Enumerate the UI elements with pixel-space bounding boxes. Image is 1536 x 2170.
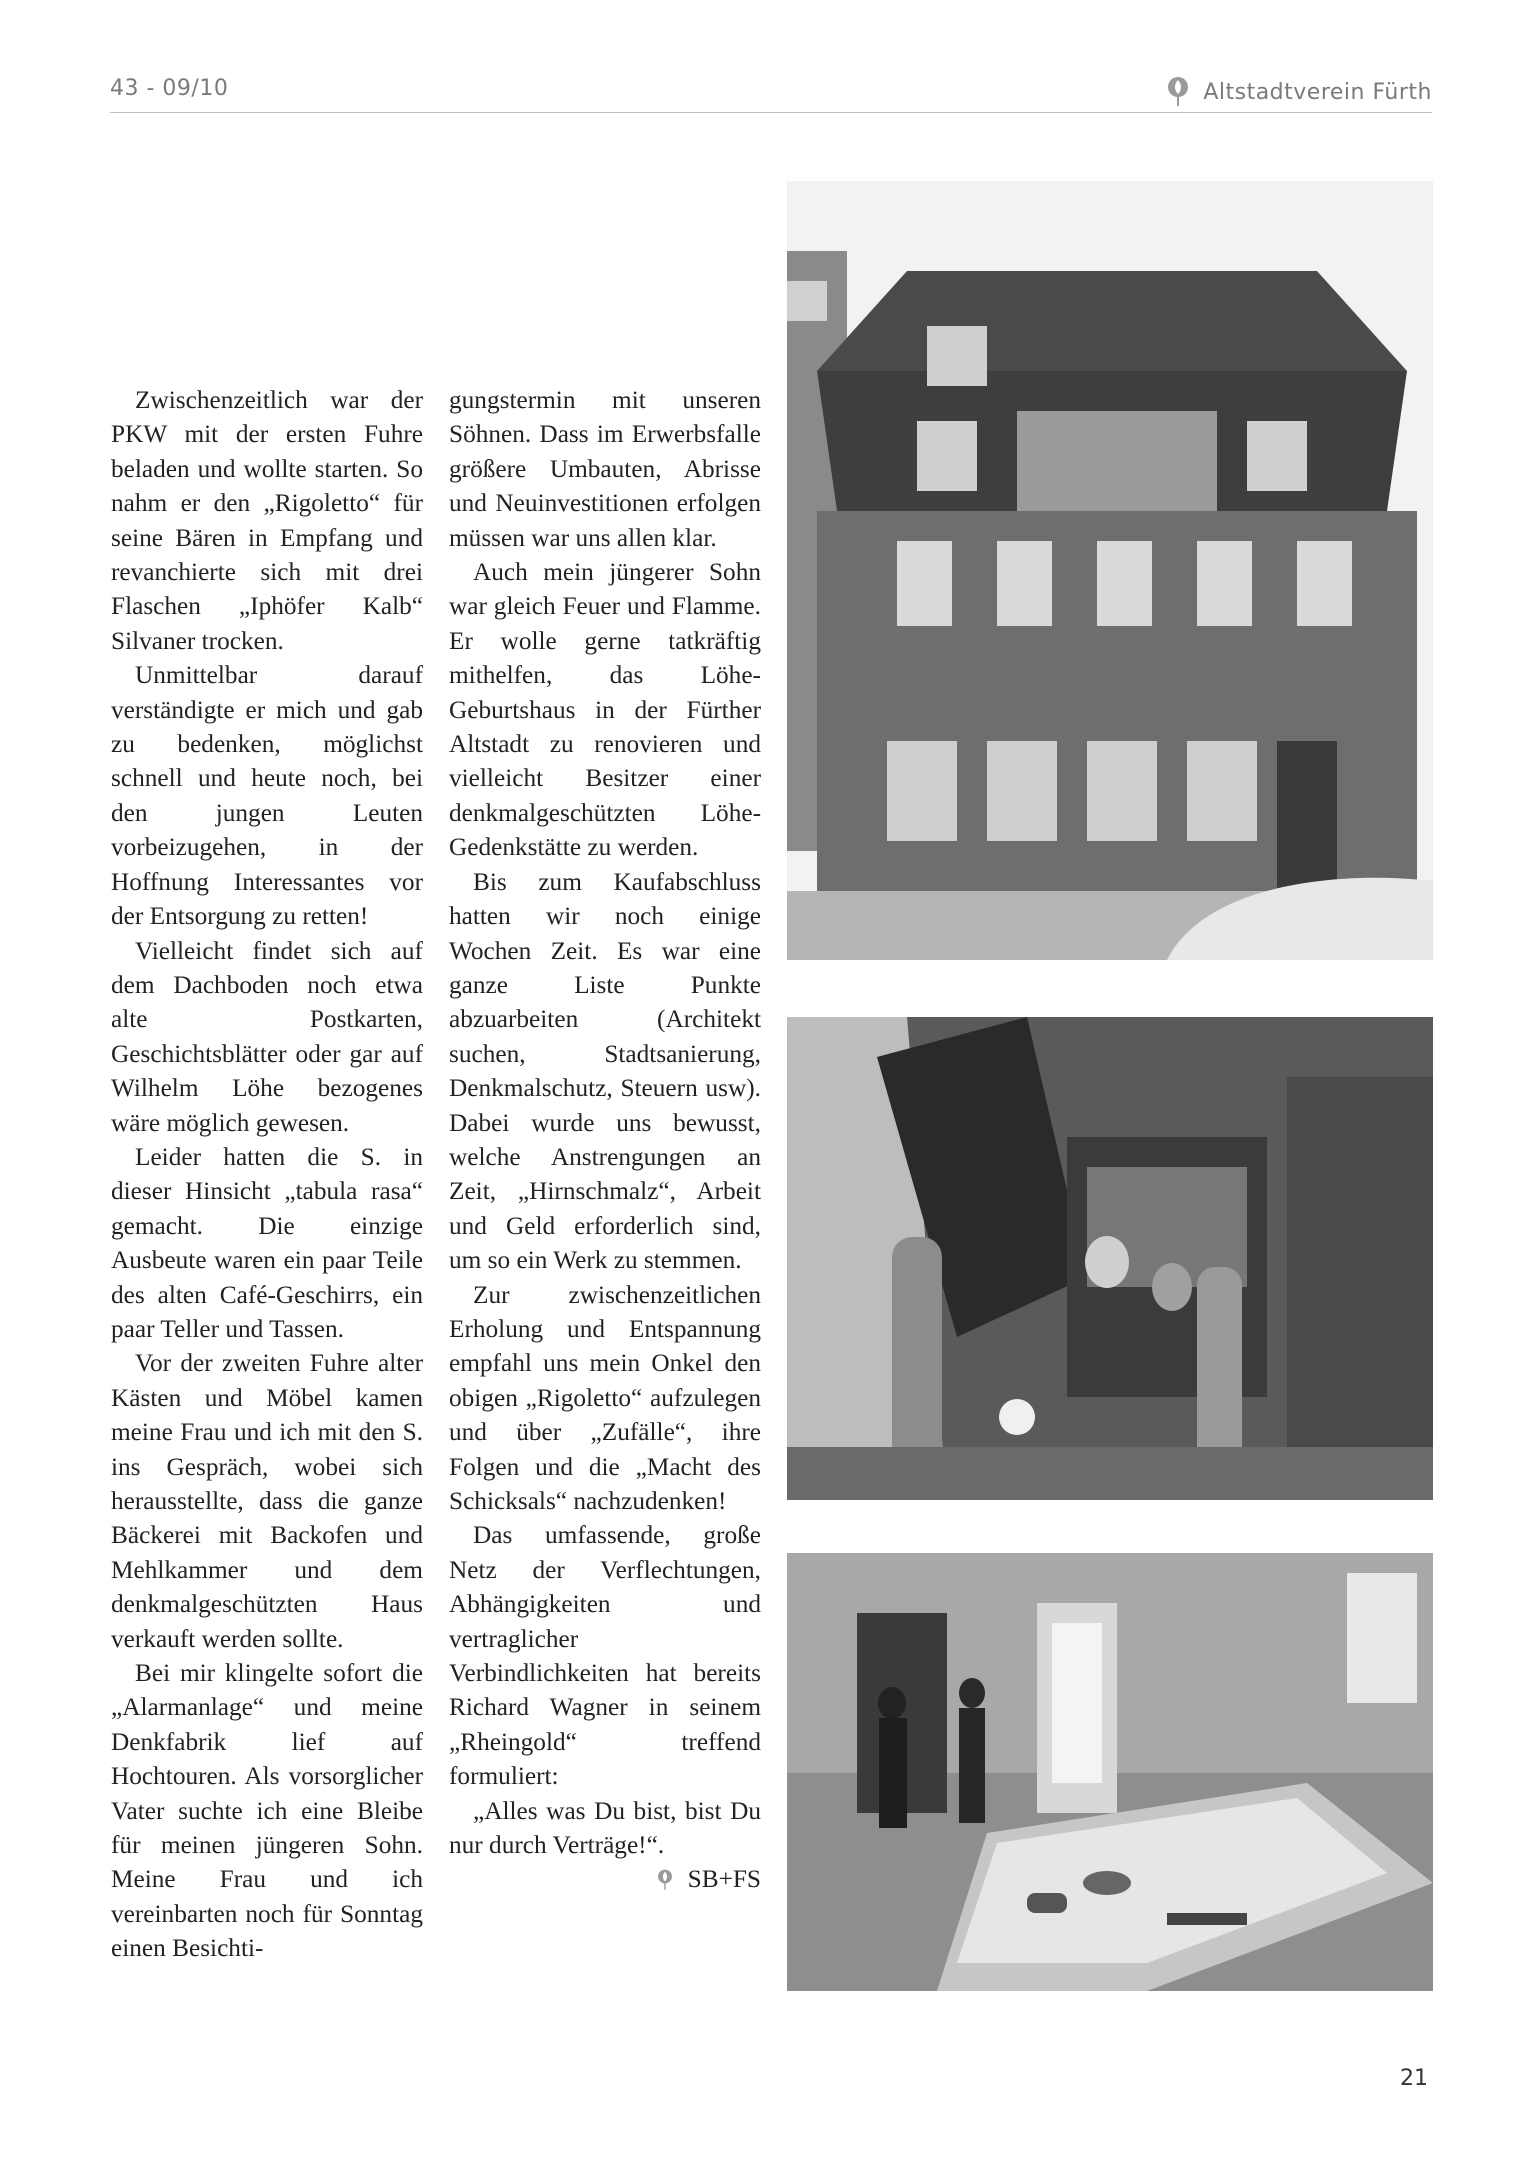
signature-text: SB+FS: [687, 1865, 761, 1894]
paragraph: Leider hatten die S. in dieser Hinsicht „tabula rasa“ gemacht. Die einzige Ausbeute waren ein paar Teile des alten Café-Geschirrs, ein paar Teller und Tassen.: [111, 1142, 423, 1343]
display-case-room-image: [787, 1553, 1433, 1991]
house-facade-image: [787, 181, 1433, 960]
page-number: 21: [1400, 2066, 1428, 2091]
photo-display-case-room: [787, 1553, 1433, 1991]
article-column-1: [111, 383, 423, 1966]
paragraph: Zwischenzeitlich war der PKW mit der ersten Fuhre beladen und wollte starten. So nahm er den „Rigoletto“ für seine Bären in Empfang und revanchierte sich mit drei Flaschen „Iphöfer Kalb“ Silvaner trocken.: [111, 386, 423, 655]
header-divider: [110, 112, 1432, 113]
paragraph: Bis zum Kaufabschluss hatten wir noch einige Wochen Zeit. Es war eine ganze Liste Punkte abzuarbeiten (Architekt suchen, Stadtsanierung, Denkmalschutz, Steuern usw). Dabei wurde uns bewusst, welche Anstrengungen an Zeit, „Hirnschmalz“, Arbeit und Geld erforderlich sind, um so ein Werk zu stemmen.: [449, 867, 761, 1275]
publisher-name: Altstadtverein Fürth: [1203, 79, 1432, 105]
signature-logo-icon: [656, 1868, 674, 1892]
issue-number: 43 - 09/10: [110, 76, 229, 101]
publisher-header: [1165, 76, 1432, 108]
paragraph: Das umfassende, große Netz der Verflechtungen, Abhängigkeiten und vertraglicher Verbindlichkeiten hat bereits Richard Wagner in seinem „Rheingold“ treffend formuliert:: [449, 1521, 761, 1791]
photo-house-facade: [787, 181, 1433, 960]
paragraph: „Alles was Du bist, bist Du nur durch Verträge!“.: [449, 1796, 761, 1860]
paragraph: Bei mir klingelte sofort die „Alarmanlage“ und meine Denkfabrik lief auf Hochtouren. Als vorsorglicher Vater suchte ich eine Bleibe für meinen jüngeren Sohn. Meine Frau und ich vereinbarten noch für Sonntag einen Besichti-: [111, 1659, 423, 1963]
paragraph: Auch mein jüngerer Sohn war gleich Feuer und Flamme. Er wolle gerne tatkräftig mithelfen, das Löhe-Geburtshaus in der Fürther Altstadt zu renovieren und vielleicht Besitzer einer denkmalgeschützten Löhe-Gedenkstätte zu werden.: [449, 558, 761, 862]
article-signature: [449, 1862, 761, 1896]
paragraph: Unmittelbar darauf verständigte er mich und gab zu bedenken, möglichst schnell und heute noch, bei den jungen Leuten vorbeizugehen, in der Hoffnung Interessantes vor der Entsorgung zu retten!: [111, 661, 423, 931]
article-column-2: [449, 383, 761, 1897]
paragraph: gungstermin mit unseren Söhnen. Dass im Erwerbsfalle größere Umbauten, Abrisse und Neuinvestitionen erfolgen müssen war uns allen klar.: [449, 386, 761, 552]
altstadtverein-logo-icon: [1165, 76, 1191, 108]
paragraph: Vor der zweiten Fuhre alter Kästen und Möbel kamen meine Frau und ich mit den S. ins Gespräch, wobei sich herausstellte, dass die ganze Bäckerei mit Backofen und Mehlkammer und dem denkmalgeschützten Haus verkauft werden sollte.: [111, 1349, 423, 1653]
paragraph: Zur zwischenzeitlichen Erholung und Entspannung empfahl uns mein Onkel den obigen „Rigoletto“ aufzulegen und über „Zufälle“, ihre Folgen und die „Macht des Schicksals“ nachzudenken!: [449, 1280, 761, 1515]
photo-renovation-interior: [787, 1017, 1433, 1500]
paragraph: Vielleicht findet sich auf dem Dachboden noch etwa alte Postkarten, Geschichtsblätter oder gar auf Wilhelm Löhe bezogenes wäre möglich gewesen.: [111, 936, 423, 1137]
renovation-interior-image: [787, 1017, 1433, 1500]
